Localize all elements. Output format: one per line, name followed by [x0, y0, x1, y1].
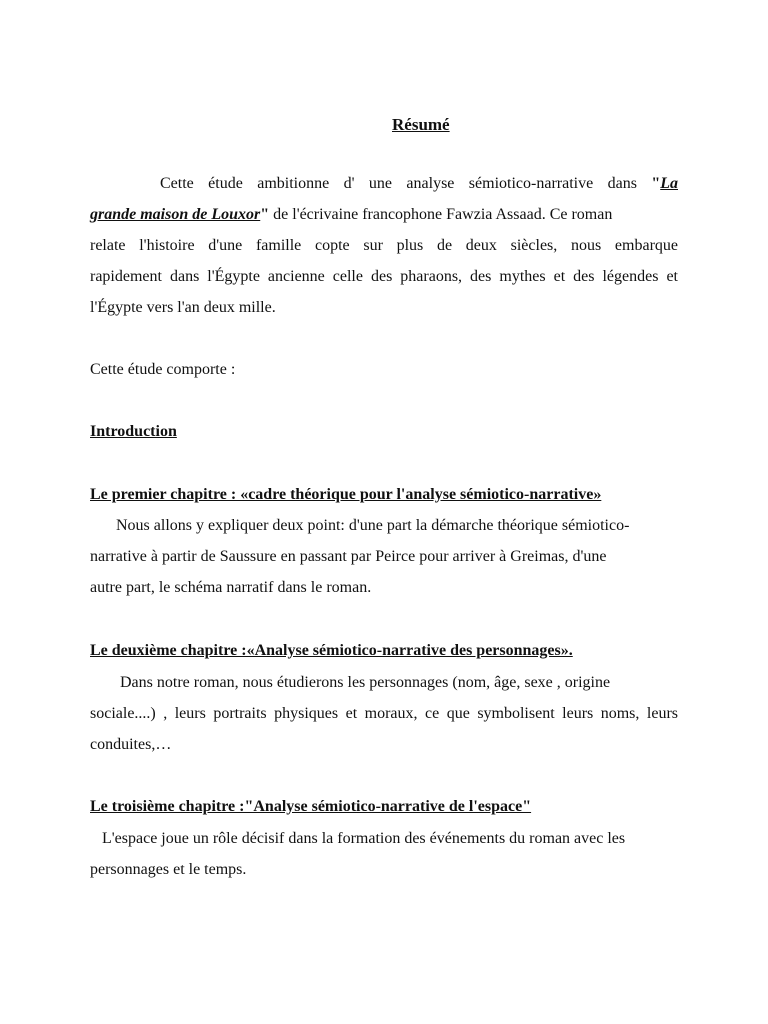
intro-line-1-text: Cette étude ambitionne d' une analyse sémiotico-narrative dans	[160, 175, 652, 192]
book-title-part-2: grande maison de Louxor	[90, 206, 261, 223]
chapter-1-heading: Le premier chapitre : «cadre théorique pour l'analyse sémiotico-narrative»	[90, 486, 602, 503]
chapter-2-line-2: sociale....) , leurs portraits physiques et moraux, ce que symbolisent leurs noms, leurs	[90, 705, 678, 722]
intro-line-2	[90, 205, 612, 225]
intro-line-1	[90, 174, 678, 194]
page-title: Résumé	[392, 115, 450, 134]
chapter-3-line-2: personnages et le temps.	[90, 861, 247, 878]
introduction-heading: Introduction	[90, 423, 177, 440]
intro-line-3: relate l'histoire d'une famille copte sur plus de deux siècles, nous embarque	[90, 237, 678, 254]
open-quote: "	[651, 175, 661, 192]
chapter-2-line-3: conduites,…	[90, 736, 172, 753]
chapter-3-line-1: L'espace joue un rôle décisif dans la formation des événements du roman avec les	[102, 830, 626, 847]
chapter-1-line-2: narrative à partir de Saussure en passant par Peirce pour arriver à Greimas, d'une	[90, 548, 607, 565]
chapter-1-line-1: Nous allons y expliquer deux point: d'une part la démarche théorique sémiotico-	[116, 517, 630, 534]
chapter-2-heading: Le deuxième chapitre :«Analyse sémiotico-narrative des personnages».	[90, 642, 573, 659]
chapter-2-line-1: Dans notre roman, nous étudierons les personnages (nom, âge, sexe , origine	[120, 674, 611, 691]
chapter-1-line-3: autre part, le schéma narratif dans le roman.	[90, 579, 372, 596]
book-title-part-1: La	[660, 175, 678, 192]
intro-line-4: rapidement dans l'Égypte ancienne celle des pharaons, des mythes et des légendes et	[90, 268, 678, 285]
comporte-text: Cette étude comporte :	[90, 361, 236, 378]
intro-line-5: l'Égypte vers l'an deux mille.	[90, 299, 276, 316]
chapter-3-heading: Le troisième chapitre :"Analyse sémiotico-narrative de l'espace"	[90, 798, 532, 815]
close-quote: "	[260, 206, 270, 223]
intro-line-2-text: de l'écrivaine francophone Fawzia Assaad. Ce roman	[269, 206, 613, 223]
